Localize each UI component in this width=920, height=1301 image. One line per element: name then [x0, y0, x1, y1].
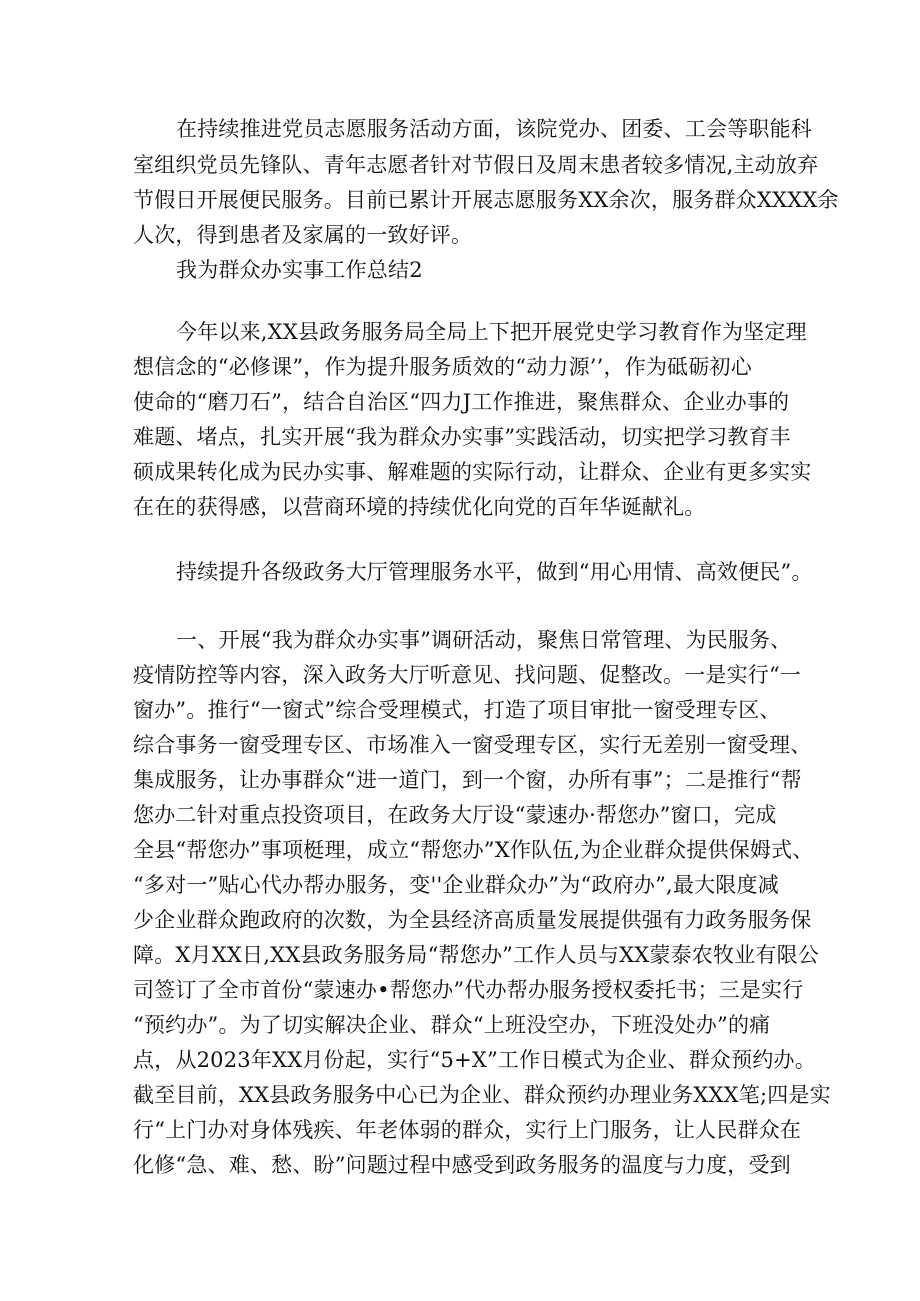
paragraph-2-line-2: 想信念的“必修课”，作为提升服务质效的“动力源’’，作为砥砺初心	[133, 355, 752, 379]
paragraph-1-line-3: 节假日开展便民服务。目前已累计开展志愿服务XX余次，服务群众XXXX余	[133, 188, 839, 212]
paragraph-1-line-1: 在持续推进党员志愿服务活动方面，该院党办、团委、工会等职能科	[176, 117, 812, 141]
paragraph-4-line-4: 综合事务一窗受理专区、市场准入一窗受理专区，实行无差别一窗受理、	[133, 733, 812, 757]
paragraph-2-line-4: 难题、堵点，扎实开展“我为群众办实事”实践活动，切实把学习教育丰	[133, 425, 791, 449]
paragraph-4-line-7: 全县“帮您办”事项梃理，成立“帮您办”X作队伍,为企业群众提供保姆式、	[133, 838, 814, 862]
paragraph-4-line-16: 化修“急、难、愁、盼”问题过程中感受到政务服务的温度与力度，受到	[133, 1153, 791, 1177]
section-heading: 我为群众办实事工作总结2	[176, 258, 423, 282]
paragraph-1-line-2: 室组织党员先锋队、青年志愿者针对节假日及周末患者较多情况,主动放弃	[133, 153, 819, 177]
paragraph-4-line-3: 窗办”。推行“一窗式”综合受理模式，打造了项目审批一窗受理专区、	[133, 698, 781, 722]
paragraph-2-line-6: 在在的获得感，以营商环境的持续优化向党的百年华诞献礼。	[133, 495, 706, 519]
paragraph-4-line-11: 司签订了全市首份“蒙速办•帮您办”代办帮办服务授权委托书；三是实行	[133, 978, 804, 1002]
paragraph-3-line-1: 持续提升各级政务大厅管理服务水平，做到“用心用情、高效便民”。	[176, 560, 813, 584]
paragraph-4-line-9: 少企业群众跑政府的次数，为全县经济高质量发展提供强有力政务服务保	[133, 908, 812, 932]
paragraph-4-line-10: 障。X月XX日,XX县政务服务局“帮您办”工作人员与XX蒙泰农牧业有限公	[133, 943, 819, 967]
paragraph-4-line-2: 疫情防控等内容，深入政务大厅听意见、找问题、促整改。一是实行“一	[133, 663, 802, 687]
paragraph-1-line-4: 人次，得到患者及家属的一致好评。	[133, 223, 473, 247]
paragraph-4-line-5: 集成服务，让办事群众“进一道门，到一个窗，办所有事”；二是推行“帮	[133, 768, 802, 792]
paragraph-2-line-5: 硕成果转化成为民办实事、解难题的实际行动，让群众、企业有更多实实	[133, 460, 812, 484]
paragraph-4-line-8: “多对一”贴心代办帮办服务，变''企业群众办”为“政府办”,最大限度减	[133, 873, 779, 897]
paragraph-2-line-1: 今年以来,XX县政务服务局全局上下把开展党史学习教育作为坚定理	[176, 320, 807, 344]
paragraph-4-line-14: 截至目前，XX县政务服务中心已为企业、群众预约办理业务XXX笔;四是实	[133, 1083, 831, 1107]
paragraph-4-line-13: 点，从2023年XX月份起，实行“5+X”工作日模式为企业、群众预约办。	[133, 1048, 816, 1072]
paragraph-4-line-1: 一、开展“我为群众办实事”调研活动，聚焦日常管理、为民服务、	[176, 628, 792, 652]
paragraph-4-line-6: 您办二针对重点投资项目，在政务大厅设“蒙速办·帮您办”窗口，完成	[133, 803, 777, 827]
paragraph-2-line-3: 使命的“磨刀石”，结合自治区“四力J工作推进，聚焦群众、企业办事的	[133, 390, 790, 414]
paragraph-4-line-12: “预约办”。为了切实解决企业、群众“上班没空办，下班没处办”的痛	[133, 1013, 771, 1037]
paragraph-4-line-15: 行“上门办对身体残疾、年老体弱的群众，实行上门服务，让人民群众在	[133, 1118, 802, 1142]
